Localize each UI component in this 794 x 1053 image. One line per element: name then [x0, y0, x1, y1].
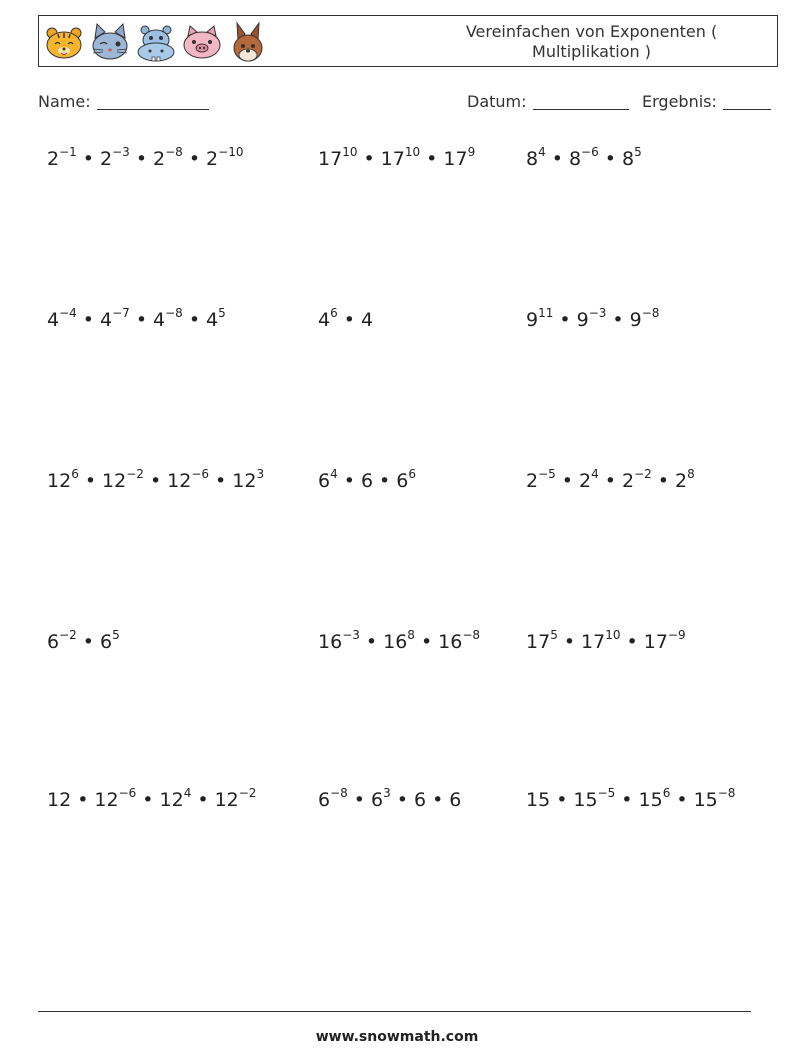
header-box	[38, 15, 778, 67]
problem-5	[318, 308, 373, 332]
date-blank[interactable]	[533, 93, 629, 110]
problem-3	[526, 147, 642, 171]
problem-8	[318, 469, 416, 493]
term-exponent: −6	[581, 145, 599, 159]
problem-12	[526, 630, 686, 654]
term-exponent: −8	[462, 628, 481, 642]
term-exponent: −3	[112, 145, 130, 159]
term-base: 6	[360, 470, 374, 492]
pig-icon	[181, 20, 223, 64]
animal-icons	[43, 20, 269, 64]
term-exponent: −5	[538, 467, 556, 481]
term-exponent: −8	[717, 786, 736, 800]
term-base: 16	[383, 631, 408, 653]
term-exponent: 8	[687, 467, 695, 481]
multiply-dot: •	[379, 470, 391, 492]
multiply-dot: •	[215, 470, 227, 492]
problem-13	[47, 788, 256, 812]
term-exponent: −4	[59, 306, 77, 320]
name-field	[38, 92, 209, 111]
problem-15	[526, 788, 735, 812]
term-base: 17	[380, 148, 405, 170]
term-exponent: 4	[330, 467, 338, 481]
term-base: 6	[318, 470, 331, 492]
term-base: 2	[526, 470, 539, 492]
term-base: 16	[318, 631, 343, 653]
term-base: 2	[579, 470, 592, 492]
result-label: Ergebnis:	[642, 92, 717, 111]
term-exponent: −8	[165, 145, 183, 159]
footer-url: www.snowmath.com	[315, 1029, 479, 1045]
multiply-dot: •	[612, 309, 624, 331]
term-base: 15	[693, 789, 718, 811]
term-base: 9	[576, 309, 589, 331]
multiply-dot: •	[82, 148, 95, 170]
term-base: 17	[318, 148, 343, 170]
result-field	[642, 92, 771, 111]
multiply-dot: •	[84, 470, 97, 492]
problem-1	[47, 147, 243, 171]
term-base: 2	[100, 148, 113, 170]
multiply-dot: •	[676, 789, 688, 811]
term-base: 6	[396, 470, 409, 492]
multiply-dot: •	[82, 631, 95, 653]
term-exponent: 3	[256, 467, 265, 481]
problem-2	[318, 147, 475, 171]
problem-11	[318, 630, 480, 654]
term-exponent: −8	[641, 306, 660, 320]
problem-4	[47, 308, 226, 332]
term-exponent: 5	[112, 628, 120, 642]
term-exponent: −2	[238, 786, 257, 800]
term-exponent: 10	[404, 145, 421, 159]
term-base: 4	[153, 309, 166, 331]
multiply-dot: •	[142, 789, 154, 811]
term-exponent: 10	[342, 145, 358, 159]
term-exponent: −9	[667, 628, 686, 642]
term-base: 16	[438, 631, 463, 653]
term-base: 6	[47, 631, 60, 653]
term-exponent: −2	[59, 628, 77, 642]
term-base: 2	[674, 470, 688, 492]
term-exponent: 6	[662, 786, 671, 800]
term-base: 12	[47, 470, 72, 492]
term-exponent: −8	[330, 786, 348, 800]
term-base: 2	[206, 148, 219, 170]
term-base: 6	[100, 631, 113, 653]
term-base: 4	[360, 309, 374, 331]
term-base: 12	[94, 789, 119, 811]
term-base: 12	[159, 789, 184, 811]
problem-9	[526, 469, 695, 493]
term-exponent: −8	[165, 306, 183, 320]
term-exponent: 9	[467, 145, 476, 159]
term-exponent: 8	[407, 628, 415, 642]
term-base: 4	[206, 309, 219, 331]
multiply-dot: •	[561, 470, 574, 492]
term-exponent: −3	[342, 628, 360, 642]
multiply-dot: •	[363, 148, 375, 170]
term-base: 15	[638, 789, 663, 811]
multiply-dot: •	[135, 148, 148, 170]
multiply-dot: •	[135, 309, 148, 331]
multiply-dot: •	[604, 470, 616, 492]
multiply-dot: •	[353, 789, 366, 811]
term-exponent: −2	[126, 467, 144, 481]
multiply-dot: •	[559, 309, 571, 331]
multiply-dot: •	[82, 309, 95, 331]
problem-7	[47, 469, 264, 493]
term-base: 2	[47, 148, 60, 170]
multiply-dot: •	[432, 789, 444, 811]
term-exponent: −3	[588, 306, 607, 320]
multiply-dot: •	[626, 631, 638, 653]
term-base: 12	[47, 789, 72, 811]
cat-icon	[89, 20, 131, 64]
term-exponent: −6	[118, 786, 137, 800]
multiply-dot: •	[396, 789, 408, 811]
term-base: 2	[621, 470, 635, 492]
term-exponent: 5	[550, 628, 558, 642]
multiply-dot: •	[604, 148, 616, 170]
term-exponent: −1	[59, 145, 77, 159]
date-field	[467, 92, 629, 111]
term-base: 17	[443, 148, 468, 170]
term-base: 12	[232, 470, 257, 492]
term-base: 15	[573, 789, 598, 811]
term-base: 17	[526, 631, 551, 653]
term-base: 12	[167, 470, 192, 492]
hippo-icon	[135, 20, 177, 64]
term-base: 9	[629, 309, 642, 331]
multiply-dot: •	[343, 309, 355, 331]
term-exponent: 4	[183, 786, 192, 800]
term-exponent: −2	[634, 467, 652, 481]
name-blank[interactable]	[97, 93, 209, 110]
problem-14	[318, 788, 461, 812]
term-exponent: 6	[71, 467, 79, 481]
term-exponent: 6	[408, 467, 416, 481]
term-exponent: 4	[591, 467, 599, 481]
term-base: 4	[47, 309, 60, 331]
multiply-dot: •	[343, 470, 355, 492]
worksheet-title: Vereinfachen von Exponenten ( Multiplikation )	[465, 22, 718, 61]
multiply-dot: •	[188, 148, 201, 170]
term-exponent: −10	[218, 145, 244, 159]
term-base: 12	[214, 789, 239, 811]
multiply-dot: •	[197, 789, 209, 811]
term-base: 8	[621, 148, 635, 170]
term-base: 17	[643, 631, 668, 653]
term-exponent: −5	[597, 786, 616, 800]
multiply-dot: •	[420, 631, 433, 653]
date-label: Datum:	[467, 92, 527, 111]
term-exponent: −6	[191, 467, 210, 481]
term-base: 8	[526, 148, 539, 170]
term-base: 6	[371, 789, 384, 811]
term-exponent: 5	[634, 145, 642, 159]
problem-10	[47, 630, 120, 654]
term-base: 6	[449, 789, 462, 811]
multiply-dot: •	[426, 148, 438, 170]
term-base: 8	[568, 148, 582, 170]
multiply-dot: •	[551, 148, 563, 170]
term-exponent: −7	[112, 306, 130, 320]
multiply-dot: •	[365, 631, 378, 653]
term-base: 12	[102, 470, 127, 492]
footer-divider	[38, 1011, 751, 1012]
term-base: 15	[526, 789, 551, 811]
multiply-dot: •	[188, 309, 201, 331]
term-base: 2	[153, 148, 166, 170]
fox-icon	[227, 20, 269, 64]
multiply-dot: •	[657, 470, 669, 492]
tiger-icon	[43, 20, 85, 64]
multiply-dot: •	[563, 631, 576, 653]
term-base: 4	[100, 309, 113, 331]
term-exponent: 4	[538, 145, 546, 159]
term-exponent: 3	[383, 786, 391, 800]
term-exponent: 6	[330, 306, 338, 320]
term-base: 6	[318, 789, 331, 811]
term-base: 9	[526, 309, 539, 331]
term-exponent: 11	[538, 306, 554, 320]
name-label: Name:	[38, 92, 91, 111]
problem-6	[526, 308, 659, 332]
result-blank[interactable]	[723, 93, 771, 110]
term-base: 17	[581, 631, 606, 653]
term-exponent: 5	[218, 306, 226, 320]
multiply-dot: •	[77, 789, 89, 811]
multiply-dot: •	[149, 470, 162, 492]
term-base: 4	[318, 309, 331, 331]
term-base: 6	[413, 789, 427, 811]
multiply-dot: •	[621, 789, 633, 811]
multiply-dot: •	[556, 789, 568, 811]
term-exponent: 10	[605, 628, 621, 642]
